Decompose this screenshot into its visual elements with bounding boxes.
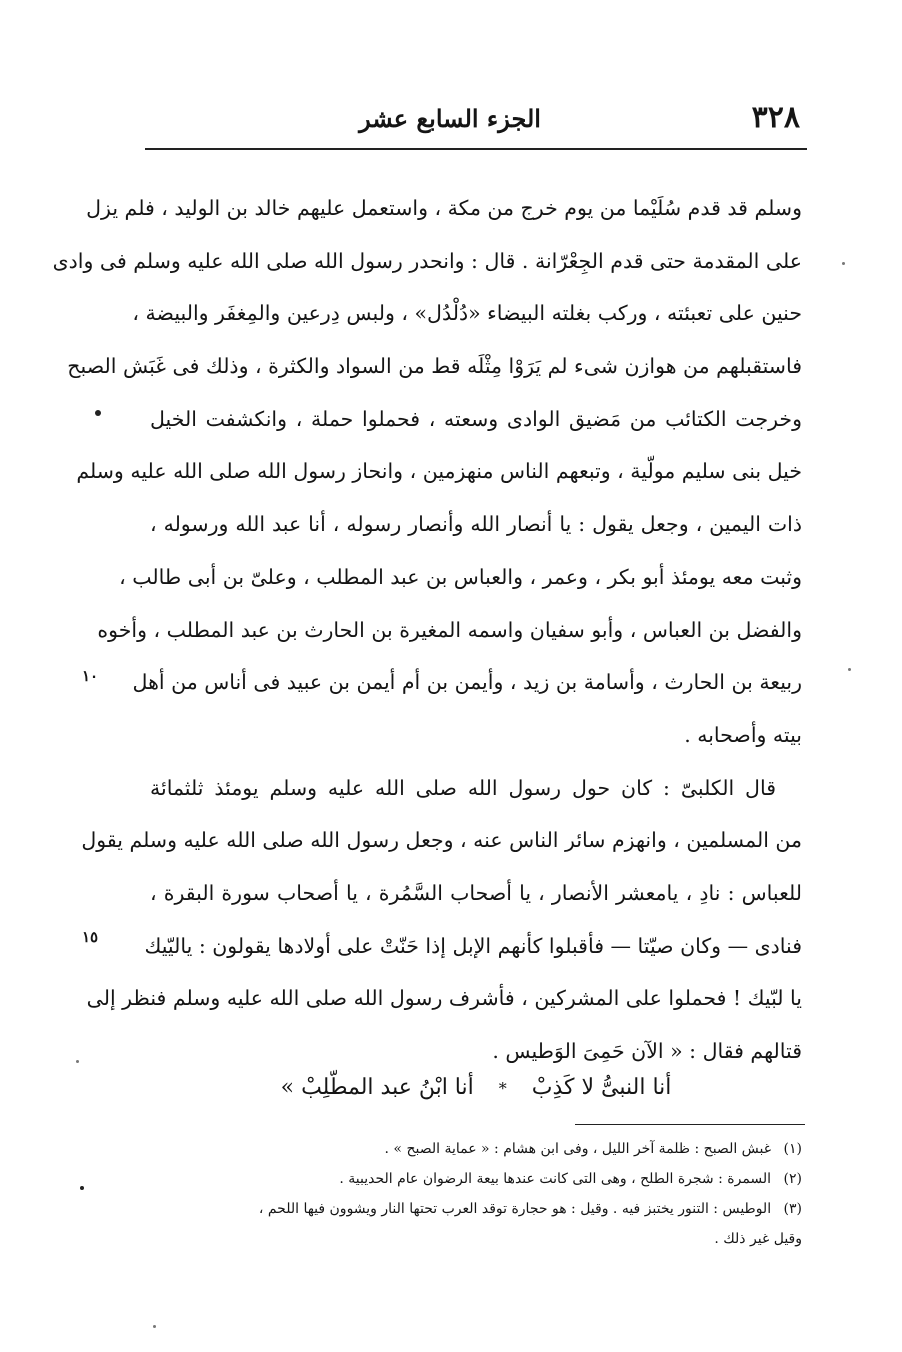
text-line: فاستقبلهم من هوازن شىء لم يَرَوْا مِثْلَه قط من السواد والكثرة ، وذلك فى غَبَش الصبح bbox=[67, 354, 802, 379]
text-line: ربيعة بن الحارث ، وأسامة بن زيد ، وأيمن بن أم أيمن بن عبيد فى أناس من أهل bbox=[132, 670, 802, 695]
text-line: ذات اليمين ، وجعل يقول : يا أنصار الله وأنصار رسوله ، أنا عبد الله ورسوله ، bbox=[150, 512, 802, 537]
footnote-number: (٣) bbox=[783, 1201, 802, 1217]
footnote-text: وقيل غير ذلك . bbox=[714, 1231, 802, 1247]
footnote-number: (٢) bbox=[783, 1171, 802, 1187]
verse-separator: * bbox=[498, 1079, 507, 1098]
paper-speck bbox=[848, 668, 851, 671]
text-line: بيته وأصحابه . bbox=[684, 722, 802, 747]
text-line: قتالهم فقال : « الآن حَمِىَ الوَطيس . bbox=[492, 1039, 802, 1063]
margin-dot bbox=[95, 410, 101, 416]
footnotes bbox=[150, 1134, 802, 1254]
page-number: ٣٢٨ bbox=[751, 100, 800, 135]
running-title: الجزء السابع عشر bbox=[359, 104, 541, 133]
footnote-text: غبش الصبح : ظلمة آخر الليل ، وفى ابن هشام : « عماية الصبح » . bbox=[384, 1141, 772, 1157]
text-line: فنادى — وكان صيّتا — فأقبلوا كأنهم الإبل إذا حَنّتْ على أولادها يقولون : ياليّيك bbox=[144, 933, 802, 958]
text-line: على المقدمة حتى قدم الجِعْرّانة . قال : وانحدر رسول الله صلى الله عليه وسلم فى وادى bbox=[52, 248, 802, 273]
poem-verse bbox=[150, 1066, 802, 1110]
footnote bbox=[150, 1194, 802, 1224]
margin-line-number-10: ١٠ bbox=[81, 667, 99, 685]
footnote-continuation bbox=[150, 1224, 802, 1254]
verse-second-hemistich: أنا ابْنُ عبد المطّلِبْ » bbox=[280, 1075, 474, 1100]
text-line: قال الكلبىّ : كان حول رسول الله صلى الله عليه وسلم يومئذ ثلثمائة bbox=[150, 775, 776, 800]
footnote-text: السمرة : شجرة الطلح ، وهى التى كانت عندها بيعة الرضوان عام الحديبية . bbox=[339, 1171, 772, 1187]
paper-speck bbox=[842, 262, 845, 265]
paper-speck bbox=[76, 1060, 79, 1063]
text-line: للعباس : نادِ ، يامعشر الأنصار ، يا أصحاب السَّمُرة ، يا أصحاب سورة البقرة ، bbox=[150, 880, 802, 905]
verse-first-hemistich: أنا النبىُّ لا كَذِبْ bbox=[531, 1075, 672, 1100]
footnote-number: (١) bbox=[783, 1141, 802, 1157]
footnote bbox=[150, 1134, 802, 1164]
text-line: حنين على تعبئته ، وركب بغلته البيضاء «دُلْدُل» ، ولبس دِرعين والمِغفَر والبيضة ، bbox=[132, 301, 802, 326]
paper-speck bbox=[153, 1325, 156, 1328]
footnote-text: الوطيس : التنور يختبز فيه . وقيل : هو حجارة توقد العرب تحتها النار ويشوون فيها اللحم ، bbox=[258, 1201, 772, 1217]
text-line: خيل بنى سليم مولّية ، وتبعهم الناس منهزمين ، وانحاز رسول الله صلى الله عليه وسلم bbox=[76, 459, 802, 484]
text-line: والفضل بن العباس ، وأبو سفيان واسمه المغيرة بن الحارث بن عبد المطلب ، وأخوه bbox=[97, 617, 802, 642]
text-line: وخرجت الكتائب من مَضيق الوادى وسعته ، فحملوا حملة ، وانكشفت الخيل bbox=[150, 406, 802, 431]
text-line: يا لبّيك ! فحملوا على المشركين ، فأشرف رسول الله صلى الله عليه وسلم فنظر إلى bbox=[86, 986, 802, 1011]
text-line: وسلم قد قدم سُلَيْما من يوم خرج من مكة ، واستعمل عليهم خالد بن الوليد ، فلم يزل bbox=[86, 196, 802, 220]
header-rule bbox=[145, 148, 807, 150]
text-line: من المسلمين ، وانهزم سائر الناس عنه ، وجعل رسول الله صلى الله عليه وسلم يقول bbox=[81, 828, 802, 853]
footnote-rule bbox=[575, 1124, 805, 1125]
margin-line-number-15: ١٥ bbox=[81, 928, 99, 946]
margin-dot bbox=[80, 1186, 84, 1190]
footnote bbox=[150, 1164, 802, 1194]
text-line: وثبت معه يومئذ أبو بكر ، وعمر ، والعباس بن عبد المطلب ، وعلىّ بن أبى طالب ، bbox=[119, 564, 802, 589]
